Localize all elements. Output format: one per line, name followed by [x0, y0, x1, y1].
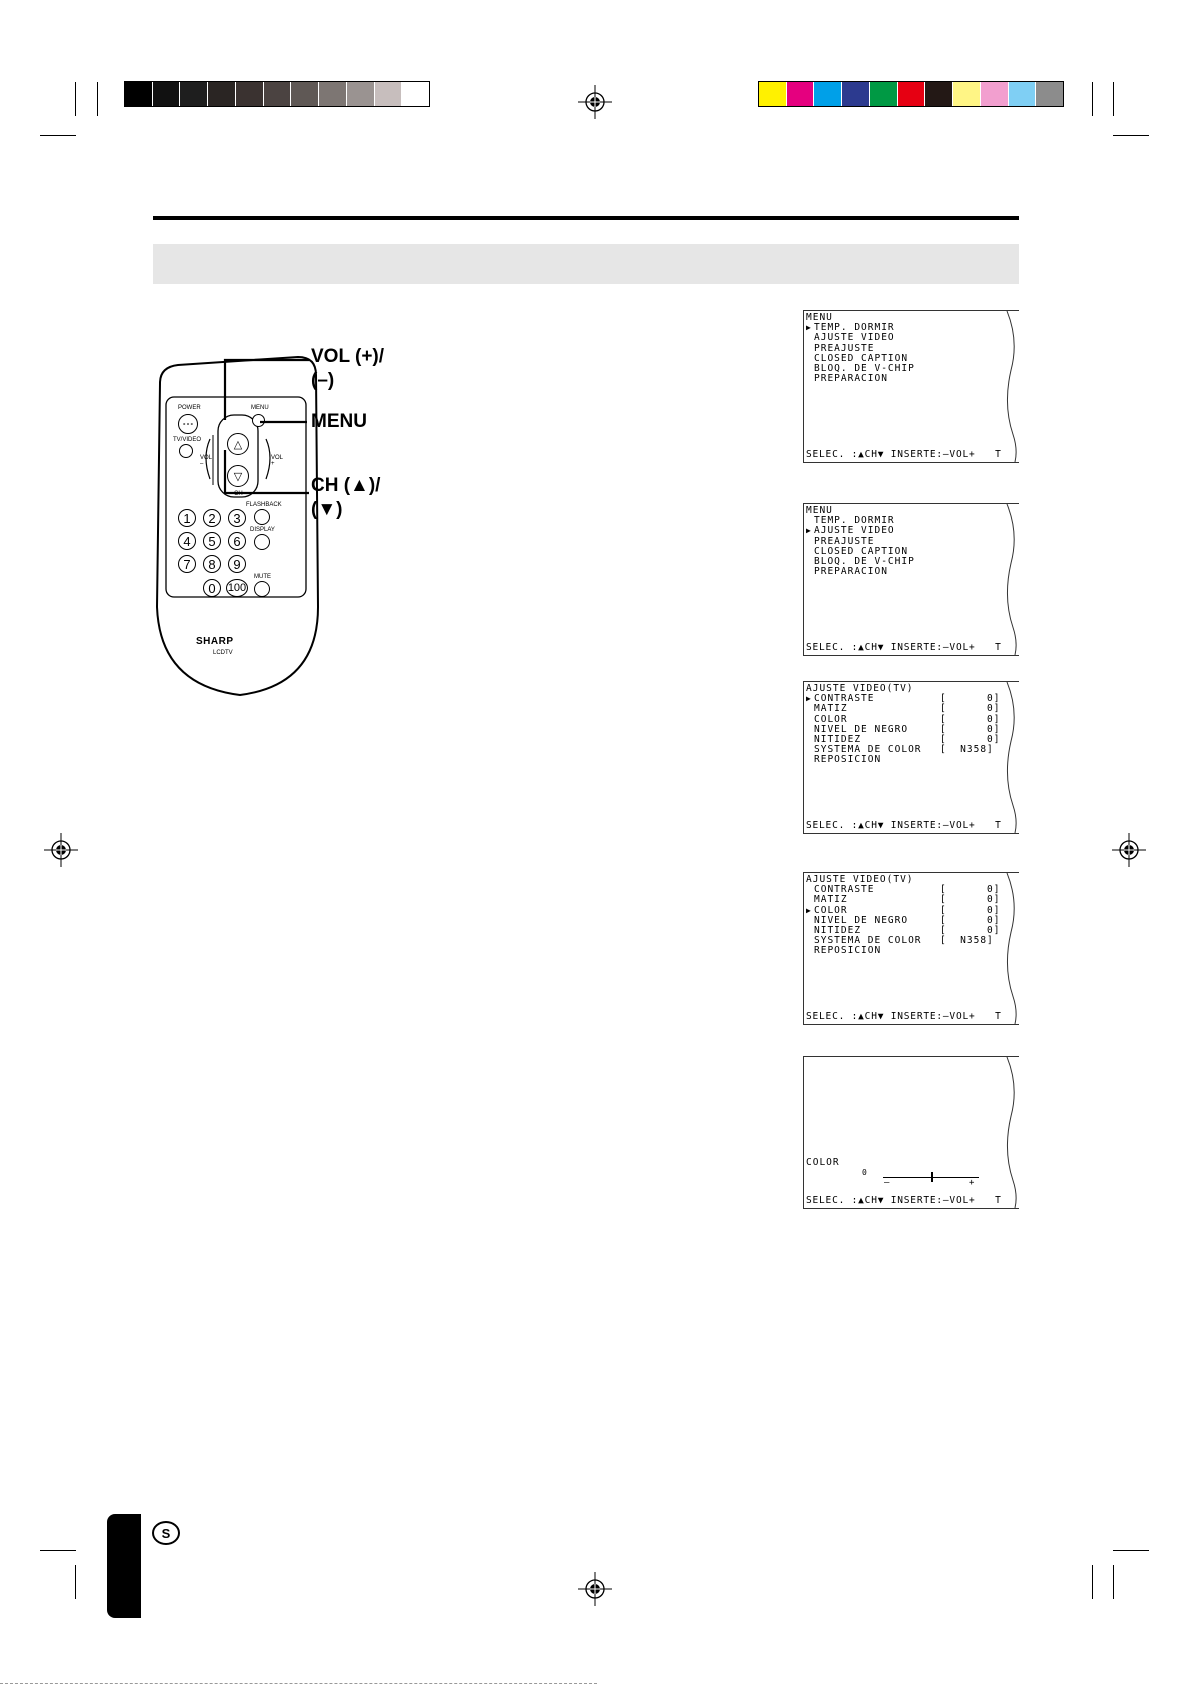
menu-item[interactable]: CLOSED CAPTION: [814, 352, 909, 364]
color-swatch: [1036, 82, 1063, 106]
key-3-button[interactable]: 3: [228, 509, 246, 527]
color-swatch: [898, 82, 926, 106]
menu-item[interactable]: PREPARACION: [814, 566, 888, 578]
color-swatch: [208, 82, 236, 106]
registration-target-icon: [1112, 833, 1146, 867]
registration-target-icon: [578, 85, 612, 119]
menu-item[interactable]: REPOSICION: [814, 945, 882, 957]
slider-minus-label: –: [884, 1178, 891, 1188]
callout-leaders: [210, 350, 310, 510]
selection-pointer-icon: ▶: [806, 905, 812, 915]
tvvideo-label: TV/VIDEO: [173, 437, 202, 443]
key-1-button[interactable]: 1: [178, 509, 196, 527]
color-swatch: [347, 82, 375, 106]
setting-value: [ 0]: [940, 904, 1001, 916]
color-swatch: [180, 82, 208, 106]
menu-item[interactable]: AJUSTE VIDEO: [814, 525, 895, 537]
display-button[interactable]: [254, 534, 270, 550]
color-swatch: [870, 82, 898, 106]
display-label: DISPLAY: [250, 527, 275, 533]
vol-callout-line2: (–): [311, 370, 335, 391]
color-swatch: [925, 82, 953, 106]
ch-down-button[interactable]: ▽: [227, 465, 249, 487]
menu-item[interactable]: TEMP. DORMIR: [814, 322, 895, 334]
color-swatch: [953, 82, 981, 106]
menu-callout: MENU: [311, 411, 367, 432]
selection-pointer-icon: ▶: [806, 526, 812, 536]
osd-title: MENU: [806, 312, 833, 323]
key-9-button[interactable]: 9: [228, 555, 246, 573]
menu-item[interactable]: NITIDEZ: [814, 733, 862, 745]
menu-item[interactable]: BLOQ. DE V-CHIP: [814, 362, 915, 374]
flashback-button[interactable]: [254, 509, 270, 525]
key-0-button[interactable]: 0: [203, 579, 221, 597]
menu-item[interactable]: TEMP. DORMIR: [814, 515, 895, 527]
setting-value: [ 0]: [940, 924, 1001, 936]
setting-value: [ 0]: [940, 723, 1001, 735]
crop-mark: [40, 1550, 76, 1551]
power-button[interactable]: ∘∘∘: [178, 414, 198, 434]
key-100-button[interactable]: 100: [226, 579, 248, 597]
flashback-label: FLASHBACK: [246, 502, 282, 508]
key-6-button[interactable]: 6: [228, 532, 246, 550]
color-swatch: [402, 82, 429, 106]
key-8-button[interactable]: 8: [203, 555, 221, 573]
osd-screen-menu-1: [803, 310, 1019, 463]
menu-item[interactable]: BLOQ. DE V-CHIP: [814, 555, 915, 567]
setting-value: [ 0]: [940, 713, 1001, 725]
menu-item[interactable]: COLOR: [814, 904, 848, 916]
menu-item[interactable]: NIVEL DE NEGRO: [814, 914, 909, 926]
color-swatch: [236, 82, 264, 106]
color-swatch: [291, 82, 319, 106]
registration-target-icon: [44, 833, 78, 867]
mute-button[interactable]: [254, 581, 270, 597]
color-calibration-bar: [758, 81, 1064, 107]
color-swatch: [787, 82, 815, 106]
setting-value: [ 0]: [940, 894, 1001, 906]
slider-thumb[interactable]: [931, 1172, 933, 1182]
menu-item[interactable]: SYSTEMA DE COLOR: [814, 744, 922, 756]
setting-value: [ 0]: [940, 693, 1001, 705]
color-swatch: [759, 82, 787, 106]
ch-up-button[interactable]: △: [227, 433, 249, 455]
tvvideo-button[interactable]: [179, 444, 193, 458]
menu-item[interactable]: NITIDEZ: [814, 924, 862, 936]
menu-item[interactable]: MATIZ: [814, 703, 848, 715]
setting-value: [ 0]: [940, 884, 1001, 896]
key-2-button[interactable]: 2: [203, 509, 221, 527]
menu-item[interactable]: CONTRASTE: [814, 693, 875, 705]
crop-mark: [1113, 135, 1149, 136]
vol-plus-label: VOL +: [271, 455, 284, 467]
crop-mark: [75, 82, 76, 116]
osd-title: AJUSTE VIDEO(TV): [806, 683, 914, 694]
color-swatch: [125, 82, 153, 106]
key-4-button[interactable]: 4: [178, 532, 196, 550]
osd-screen-video-1: [803, 681, 1019, 834]
menu-item[interactable]: PREAJUSTE: [814, 535, 875, 547]
menu-item[interactable]: CLOSED CAPTION: [814, 545, 909, 557]
crop-mark: [1092, 82, 1093, 116]
setting-value: [ N358]: [940, 744, 994, 756]
osd-screen-color-adjust: [803, 1056, 1019, 1209]
ch-callout: [311, 474, 380, 522]
vol-minus-label: VOL –: [200, 455, 213, 467]
crop-mark: [1113, 1565, 1114, 1599]
ch-label: CH: [234, 491, 243, 497]
color-swatch: [814, 82, 842, 106]
menu-item[interactable]: MATIZ: [814, 894, 848, 906]
crop-mark: [1113, 1550, 1149, 1551]
adjust-value: 0: [862, 1168, 868, 1177]
osd-footer: SELEC. :▲CH▼ INSERTE:–VOL+ T: [806, 1194, 1002, 1206]
adjust-label: COLOR: [806, 1157, 840, 1168]
crop-mark: [97, 82, 98, 116]
color-swatch: [153, 82, 181, 106]
menu-item[interactable]: AJUSTE VIDEO: [814, 332, 895, 344]
menu-item[interactable]: PREPARACION: [814, 373, 888, 385]
color-swatch: [842, 82, 870, 106]
registration-target-icon: [578, 1572, 612, 1606]
osd-footer: SELEC. :▲CH▼ INSERTE:–VOL+ T: [806, 1010, 1002, 1022]
key-7-button[interactable]: 7: [178, 555, 196, 573]
osd-footer: SELEC. :▲CH▼ INSERTE:–VOL+ T: [806, 448, 1002, 460]
menu-item[interactable]: PREAJUSTE: [814, 342, 875, 354]
osd-footer: SELEC. :▲CH▼ INSERTE:–VOL+ T: [806, 819, 1002, 831]
ch-callout-line2: (▼): [311, 499, 343, 520]
brand-logo: SHARP: [196, 636, 234, 647]
selection-pointer-icon: ▶: [806, 323, 812, 333]
setting-value: [ 0]: [940, 703, 1001, 715]
side-tab: [107, 1514, 141, 1618]
setting-value: [ 0]: [940, 914, 1001, 926]
menu-item[interactable]: NIVEL DE NEGRO: [814, 723, 909, 735]
language-marker: [152, 1521, 180, 1545]
setting-value: [ 0]: [940, 733, 1001, 745]
menu-item[interactable]: REPOSICION: [814, 754, 882, 766]
crop-mark: [1113, 82, 1114, 116]
color-swatch: [375, 82, 403, 106]
selection-pointer-icon: ▶: [806, 694, 812, 704]
mute-label: MUTE: [254, 574, 271, 580]
gray-scale-bar: [124, 81, 430, 107]
osd-screen-video-2: [803, 872, 1019, 1025]
color-swatch: [319, 82, 347, 106]
color-swatch: [264, 82, 292, 106]
osd-title: AJUSTE VIDEO(TV): [806, 874, 914, 885]
header-rule: [153, 216, 1019, 220]
menu-item[interactable]: COLOR: [814, 713, 848, 725]
menu-item[interactable]: SYSTEMA DE COLOR: [814, 935, 922, 947]
color-swatch: [981, 82, 1009, 106]
menu-item[interactable]: CONTRASTE: [814, 884, 875, 896]
key-5-button[interactable]: 5: [203, 532, 221, 550]
section-band: [153, 244, 1019, 284]
language-marker-letter: S: [161, 1525, 171, 1541]
crop-mark: [1092, 1565, 1093, 1599]
vol-callout-line1: VOL (+)/: [311, 346, 385, 367]
vol-callout: [311, 345, 384, 393]
osd-footer: SELEC. :▲CH▼ INSERTE:–VOL+ T: [806, 641, 1002, 653]
osd-screen-menu-2: [803, 503, 1019, 656]
slider-plus-label: +: [969, 1178, 976, 1188]
ch-callout-line1: CH (▲)/: [311, 475, 381, 496]
power-label: POWER: [178, 405, 201, 411]
setting-value: [ N358]: [940, 935, 994, 947]
crop-mark: [40, 135, 76, 136]
color-swatch: [1009, 82, 1037, 106]
menu-label: MENU: [251, 405, 269, 411]
crop-mark: [75, 1565, 76, 1599]
osd-title: MENU: [806, 505, 833, 516]
model-label: LCDTV: [213, 650, 233, 656]
adjust-slider[interactable]: [883, 1177, 979, 1178]
